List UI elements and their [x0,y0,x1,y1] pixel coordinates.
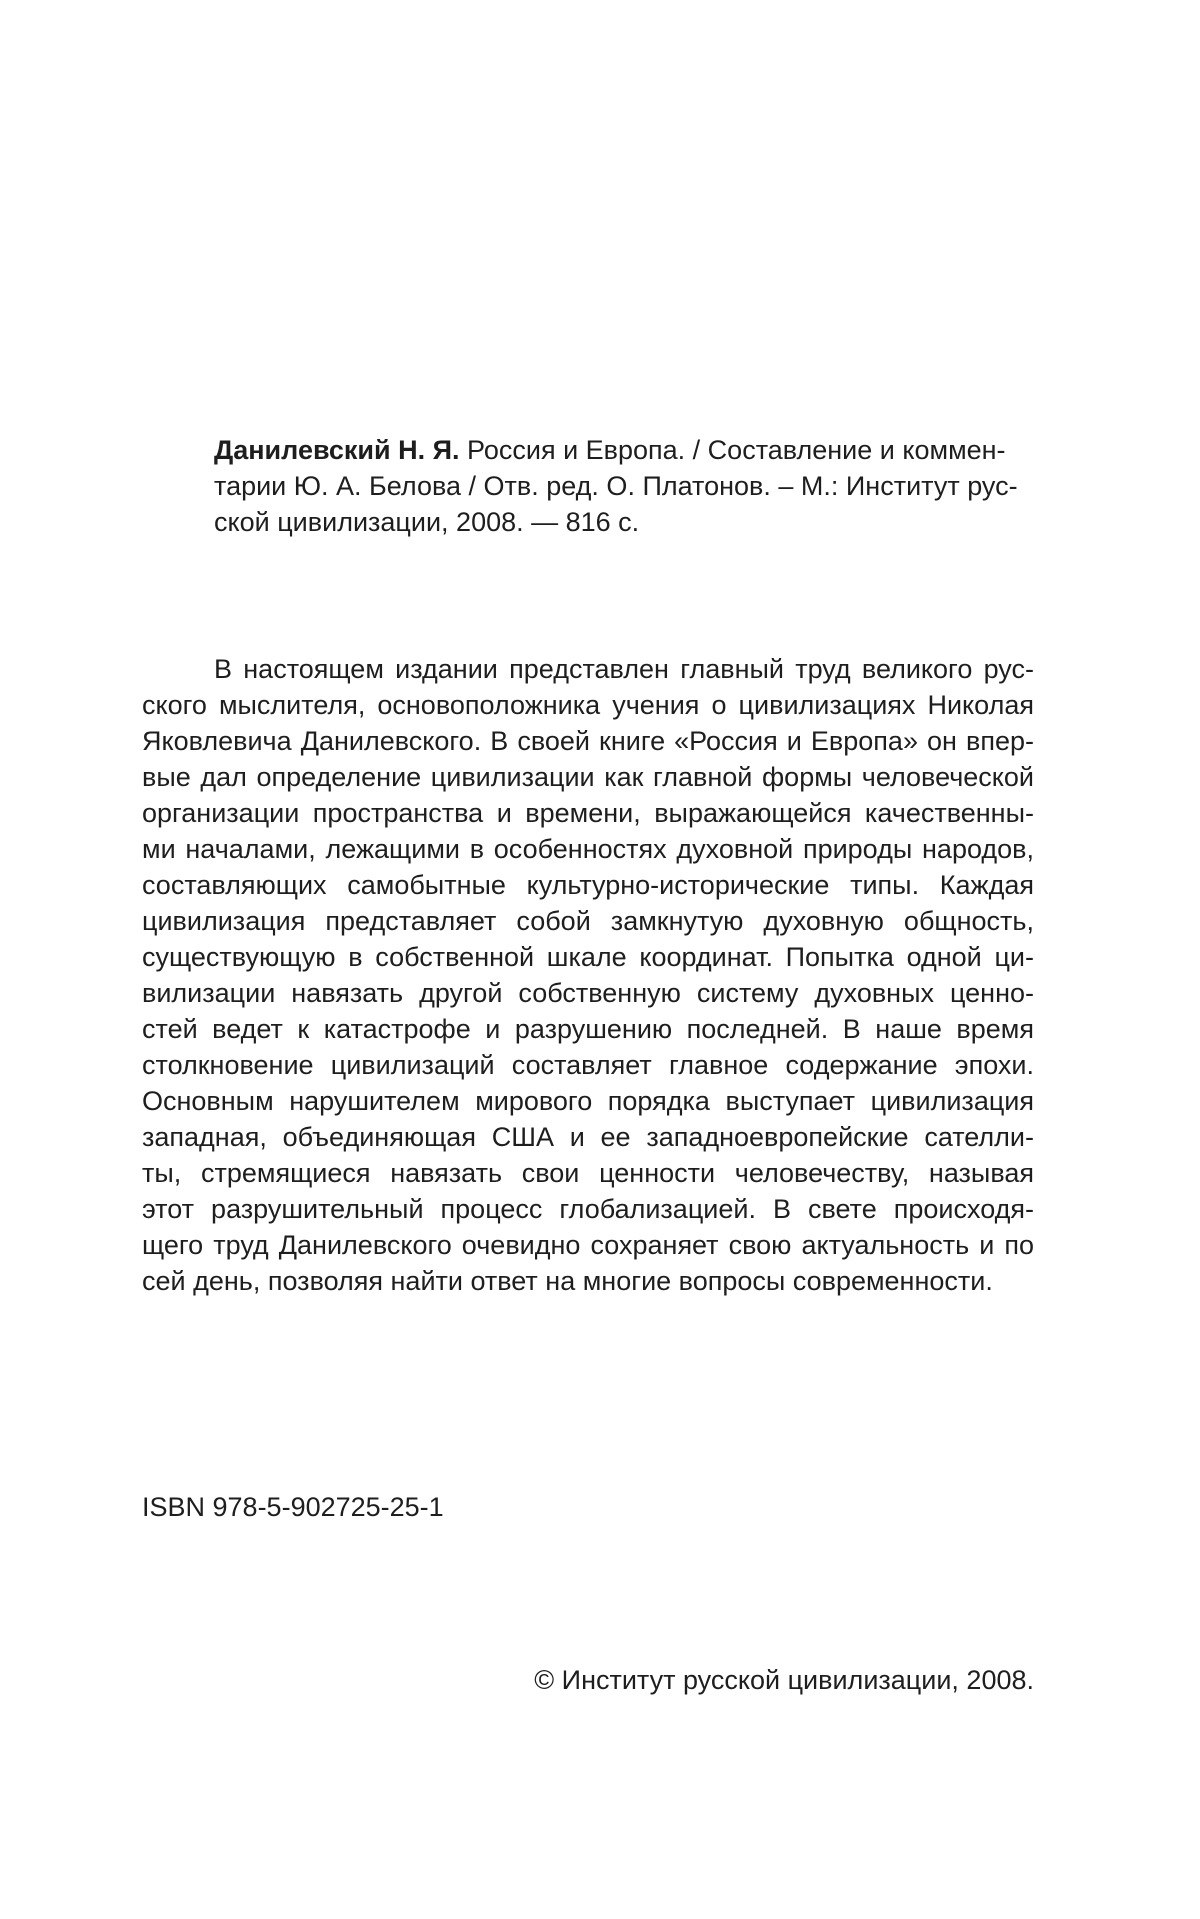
abstract-line: этот разрушительный процесс глобализацией. В свете происходя- [142,1194,1034,1224]
abstract-line: цивилизация представляет собой замкнутую духовную общность, [142,906,1034,936]
abstract-line: составляющих самобытные культурно-исторические типы. Каждая [142,870,1034,900]
author-name: Данилевский Н. Я. [214,435,460,465]
abstract-paragraph [142,651,1034,1299]
biblio-line-3: ской цивилизации, 2008. — 816 с. [214,507,640,537]
abstract-line: сей день, позволяя найти ответ на многие вопросы современности. [142,1266,993,1296]
abstract-line: щего труд Данилевского очевидно сохраняет свою актуальность и по [142,1230,1034,1260]
biblio-line-1 [214,432,1034,468]
abstract-line: существующую в собственной шкале координат. Попытка одной ци- [142,942,1034,972]
bibliographic-record [214,432,1034,540]
abstract-line: ты, стремящиеся навязать свои ценности человечеству, называя [142,1158,1034,1188]
abstract-line: ского мыслителя, основоположника учения о цивилизациях Николая [142,690,1034,720]
abstract-line: Основным нарушителем мирового порядка выступает цивилизация [142,1086,1034,1116]
biblio-line-2: тарии Ю. А. Белова / Отв. ред. О. Платонов. – М.: Институт рус- [214,471,1018,501]
abstract-line: ми началами, лежащими в особенностях духовной природы народов, [142,834,1034,864]
abstract-line: западная, объединяющая США и ее западноевропейские сателли- [142,1122,1034,1152]
abstract-line: вилизации навязать другой собственную систему духовных ценно- [142,978,1034,1008]
abstract-line: стей ведет к катастрофе и разрушению последней. В наше время [142,1014,1034,1044]
abstract-line: вые дал определение цивилизации как главной формы человеческой [142,762,1034,792]
isbn: ISBN 978-5-902725-25-1 [142,1492,444,1522]
abstract-line: организации пространства и времени, выражающейся качественны- [142,798,1034,828]
copyright-notice: © Институт русской цивилизации, 2008. [534,1665,1034,1695]
abstract-line: Яковлевича Данилевского. В своей книге «Россия и Европа» он впер- [142,726,1034,756]
abstract-line: В настоящем издании представлен главный труд великого рус- [214,654,1034,684]
abstract-line: столкновение цивилизаций составляет главное содержание эпохи. [142,1050,1034,1080]
biblio-title-text: Россия и Европа. / Составление и коммен- [459,435,1006,465]
